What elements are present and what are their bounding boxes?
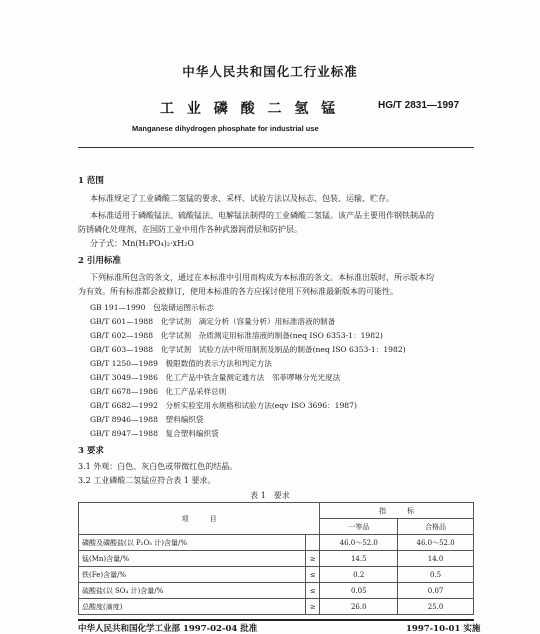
table-cell-grade-2: 46.0～52.0 (398, 535, 474, 551)
reference-item (90, 302, 214, 313)
reference-code: GB/T 1250—1989 (90, 359, 158, 368)
reference-code: GB/T 8946—1988 (90, 415, 158, 424)
table-cell-item: 总酸度(滴度) (79, 599, 306, 615)
section-1-paragraph-1: 本标准规定了工业磷酸二氢锰的要求、采样、试验方法以及标志、包装、运输、贮存。 (90, 194, 394, 203)
reference-title: 化学试剂 杂质测定用标准溶液的制备(neq ISO 6353-1：1982) (160, 331, 383, 340)
footer-divider (78, 619, 474, 621)
reference-item (90, 316, 335, 327)
table-cell-grade-2: 0.5 (398, 567, 474, 583)
reference-title: 极限数值的表示方法和判定方法 (165, 359, 272, 368)
reference-item (90, 358, 272, 369)
section-2-paragraph-line-1: 下列标准所包含的条文，通过在本标准中引用而构成为本标准的条文。本标准出版时，所示版本均 (90, 273, 434, 282)
table-cell-grade-2: 0.07 (398, 583, 474, 599)
header-divider (78, 147, 474, 148)
standard-organization: 中华人民共和国化工行业标准 (182, 64, 358, 79)
table-row (79, 551, 474, 567)
reference-item (90, 386, 226, 397)
table-row (79, 535, 474, 551)
table-header-index: 指 标 (320, 503, 474, 519)
table-cell-grade-2: 25.0 (398, 599, 474, 615)
reference-code: GB/T 601—1988 (90, 317, 154, 326)
appearance-requirement: 3.1 外观：白色、灰白色或带微红色的结晶。 (78, 462, 238, 471)
reference-item (90, 372, 340, 383)
footer-approval: 中华人民共和国化学工业部 1997-02-04 批准 (78, 624, 258, 634)
reference-code: GB 191—1990 (90, 303, 146, 312)
table-cell-item: 锰(Mn)含量/% (79, 551, 306, 567)
reference-item (90, 344, 406, 355)
reference-code: GB/T 602—1988 (90, 331, 154, 340)
reference-code: GB/T 3049—1986 (90, 373, 158, 382)
section-1-paragraph-2-line-1: 本标准适用于磷酸锰法、硫酸锰法、电解锰法制得的工业磷酸二氢锰。该产品主要用作钢铁制品的 (90, 211, 434, 220)
english-title: Manganese dihydrogen phosphate for industrial use (132, 124, 319, 133)
reference-title: 化工产品采样总则 (165, 387, 227, 396)
table-cell-grade-1: 14.5 (320, 551, 398, 567)
table-cell-sign: ≥ (306, 599, 320, 615)
table-cell-item: 磷酸及磷酸盐(以 P₂O₅ 计)含量/% (79, 535, 306, 551)
table-cell-grade-2: 14.0 (398, 551, 474, 567)
table-cell-grade-1: 0.2 (320, 567, 398, 583)
table-cell-sign (306, 535, 320, 551)
section-2-heading: 2 引用标准 (78, 256, 121, 266)
reference-code: GB/T 603—1988 (90, 345, 154, 354)
section-1-paragraph-2-line-2: 防锈磷化处理剂，在国防工业中用作各种武器润滑层和防护层。 (78, 225, 302, 234)
standard-code: HG/T 2831—1997 (378, 100, 460, 111)
table-cell-sign: ≤ (306, 583, 320, 599)
document-title: 工 业 磷 酸 二 氢 锰 (160, 101, 340, 117)
section-1-heading: 1 范围 (78, 176, 104, 186)
table-cell-item: 铁(Fe)含量/% (79, 567, 306, 583)
footer-implementation: 1997-10-01 实施 (406, 624, 481, 634)
table-row (79, 567, 474, 583)
reference-title: 分析实验室用水规格和试验方法(eqv ISO 3696：1987) (165, 401, 357, 410)
section-3-heading: 3 要求 (78, 446, 104, 456)
requirements-table (78, 502, 474, 615)
table-header-grade-1: 一等品 (320, 519, 398, 535)
reference-item (90, 330, 383, 341)
reference-title: 化工产品中铁含量测定通方法 邻菲啰啉分光光度法 (165, 373, 341, 382)
table-cell-item: 硫酸盐(以 SO₄ 计)含量/% (79, 583, 306, 599)
table-row (79, 599, 474, 615)
table-header-item: 项 目 (79, 503, 320, 535)
reference-item (90, 400, 357, 411)
reference-title: 复合塑料编织袋 (165, 429, 219, 438)
reference-title: 包装储运图示标志 (153, 303, 214, 312)
reference-title: 化学试剂 滴定分析（容量分析）用标准溶液的制备 (160, 317, 336, 326)
reference-title: 塑料编织袋 (165, 415, 204, 424)
table-cell-sign: ≤ (306, 567, 320, 583)
reference-code: GB/T 6678—1986 (90, 387, 158, 396)
table-cell-grade-1: 0.05 (320, 583, 398, 599)
table-header-row (79, 503, 474, 519)
table-cell-sign: ≥ (306, 551, 320, 567)
reference-item (90, 428, 219, 439)
table-header-grade-2: 合格品 (398, 519, 474, 535)
reference-item (90, 414, 204, 425)
table-row (79, 583, 474, 599)
section-2-paragraph-line-2: 为有效。所有标准都会被修订，使用本标准的各方应探讨使用下列标准最新版本的可能性。 (78, 287, 398, 296)
table-cell-grade-1: 46.0～52.0 (320, 535, 398, 551)
table-requirement-note: 3.2 工业磷酸二氢锰应符合表 1 要求。 (78, 476, 216, 485)
table-caption: 表 1 要求 (250, 491, 290, 500)
table-cell-grade-1: 26.0 (320, 599, 398, 615)
reference-code: GB/T 6682—1992 (90, 401, 158, 410)
reference-title: 化学试剂 试验方法中所用制剂及制品的制备(neq ISO 6353-1：1982) (160, 345, 406, 354)
molecular-formula: 分子式：Mn(H₂PO₄)₂·xH₂O (90, 239, 194, 248)
reference-code: GB/T 8947—1988 (90, 429, 158, 438)
